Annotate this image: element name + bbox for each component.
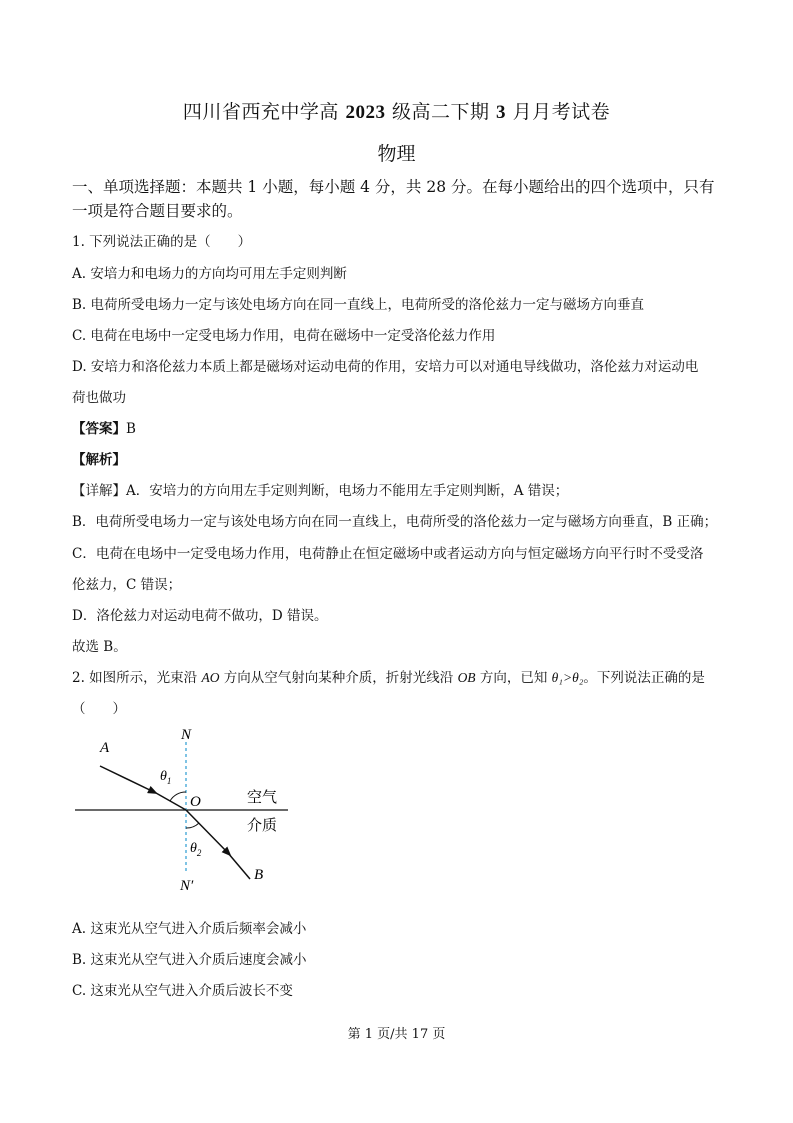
- title-middle: 级高二下期: [385, 101, 497, 123]
- q2-stem-part: 方向从空气射向某种介质，折射光线沿: [219, 670, 458, 686]
- title-prefix: 四川省西充中学高: [182, 101, 346, 123]
- title-month: 3: [496, 102, 507, 123]
- page-footer: 第 1 页/共 17 页: [347, 1027, 446, 1042]
- q1-option-d-cont: 荷也做功: [72, 390, 126, 406]
- exam-title: [0, 97, 793, 124]
- label-n: N: [181, 727, 192, 743]
- label-n-prime: N′: [180, 878, 194, 892]
- title-year: 2023: [345, 102, 386, 123]
- q2-ray-ao: AO: [201, 670, 220, 685]
- detail-line: A．安培力的方向用左手定则判断，电场力不能用左手定则判断，A 错误；: [126, 483, 569, 499]
- incident-ray-end: [156, 793, 186, 810]
- q2-stem: [72, 666, 705, 686]
- q1-option-d: D. 安培力和洛伦兹力本质上都是磁场对运动电荷的作用，安培力可以对通电导线做功，洛伦兹力对运动电: [72, 359, 699, 375]
- refraction-diagram: [70, 722, 300, 892]
- q2-stem-part: 。下列说法正确的是: [583, 670, 705, 686]
- q2-condition: θ₁>θ₂: [551, 670, 584, 685]
- q1-detail-c: C．电荷在电场中一定受电场力作用，电荷静止在恒定磁场中或者运动方向与恒定磁场方向平行时不受受洛: [72, 546, 704, 562]
- analysis-tag: 【解析】: [72, 452, 126, 468]
- q2-stem-cont: （ ）: [72, 701, 126, 717]
- angle-arc-1: [170, 792, 186, 801]
- answer-value: B: [126, 421, 136, 437]
- detail-tag: 【详解】: [72, 483, 126, 499]
- q1-option-c: C. 电荷在电场中一定受电场力作用，电荷在磁场中一定受洛伦兹力作用: [72, 328, 496, 344]
- q1-answer: [72, 417, 136, 437]
- q1-analysis-tag: [72, 448, 126, 468]
- q1-detail-d: D．洛伦兹力对运动电荷不做功，D 错误。: [72, 608, 328, 624]
- subject-title: 物理: [377, 143, 416, 165]
- angle-arc-2: [186, 823, 199, 828]
- refracted-ray-end: [228, 853, 250, 879]
- q1-stem: 1. 下列说法正确的是（ ）: [72, 234, 252, 250]
- q1-detail-c-cont: 伦兹力，C 错误；: [72, 577, 182, 593]
- q1-conclusion: 故选 B。: [72, 639, 127, 655]
- label-medium: 介质: [247, 818, 278, 834]
- answer-tag: 【答案】: [72, 421, 126, 437]
- q1-detail-b: B．电荷所受电场力一定与该处电场方向在同一直线上，电荷所受的洛伦兹力一定与磁场方向垂直，B 正确；: [72, 514, 718, 530]
- label-b: B: [254, 867, 264, 883]
- q2-option-a: A. 这束光从空气进入介质后频率会减小: [72, 921, 307, 937]
- q2-stem-part: 2. 如图所示，光束沿: [72, 670, 202, 686]
- label-o: O: [190, 794, 201, 810]
- q2-stem-part: 方向，已知: [475, 670, 552, 686]
- q2-ray-ob: OB: [457, 670, 476, 685]
- q1-detail-a: [72, 479, 568, 499]
- section-heading: 一、单项选择题：本题共 1 小题，每小题 4 分，共 28 分。在每小题给出的四个选项中，只有: [72, 178, 715, 196]
- label-air: 空气: [247, 790, 278, 806]
- q1-option-a: A. 安培力和电场力的方向均可用左手定则判断: [72, 266, 347, 282]
- q1-option-b: B. 电荷所受电场力一定与该处电场方向在同一直线上，电荷所受的洛伦兹力一定与磁场方向垂直: [72, 297, 645, 313]
- incident-ray: [100, 766, 156, 793]
- section-heading-cont: 一项是符合题目要求的。: [72, 202, 243, 220]
- label-theta1: $\theta_1$: [160, 769, 172, 786]
- title-suffix: 月月考试卷: [506, 101, 611, 123]
- label-a: A: [100, 740, 110, 756]
- q2-option-b: B. 这束光从空气进入介质后速度会减小: [72, 952, 307, 968]
- q2-option-c: C. 这束光从空气进入介质后波长不变: [72, 983, 293, 999]
- label-theta2: $\theta_2$: [190, 841, 202, 858]
